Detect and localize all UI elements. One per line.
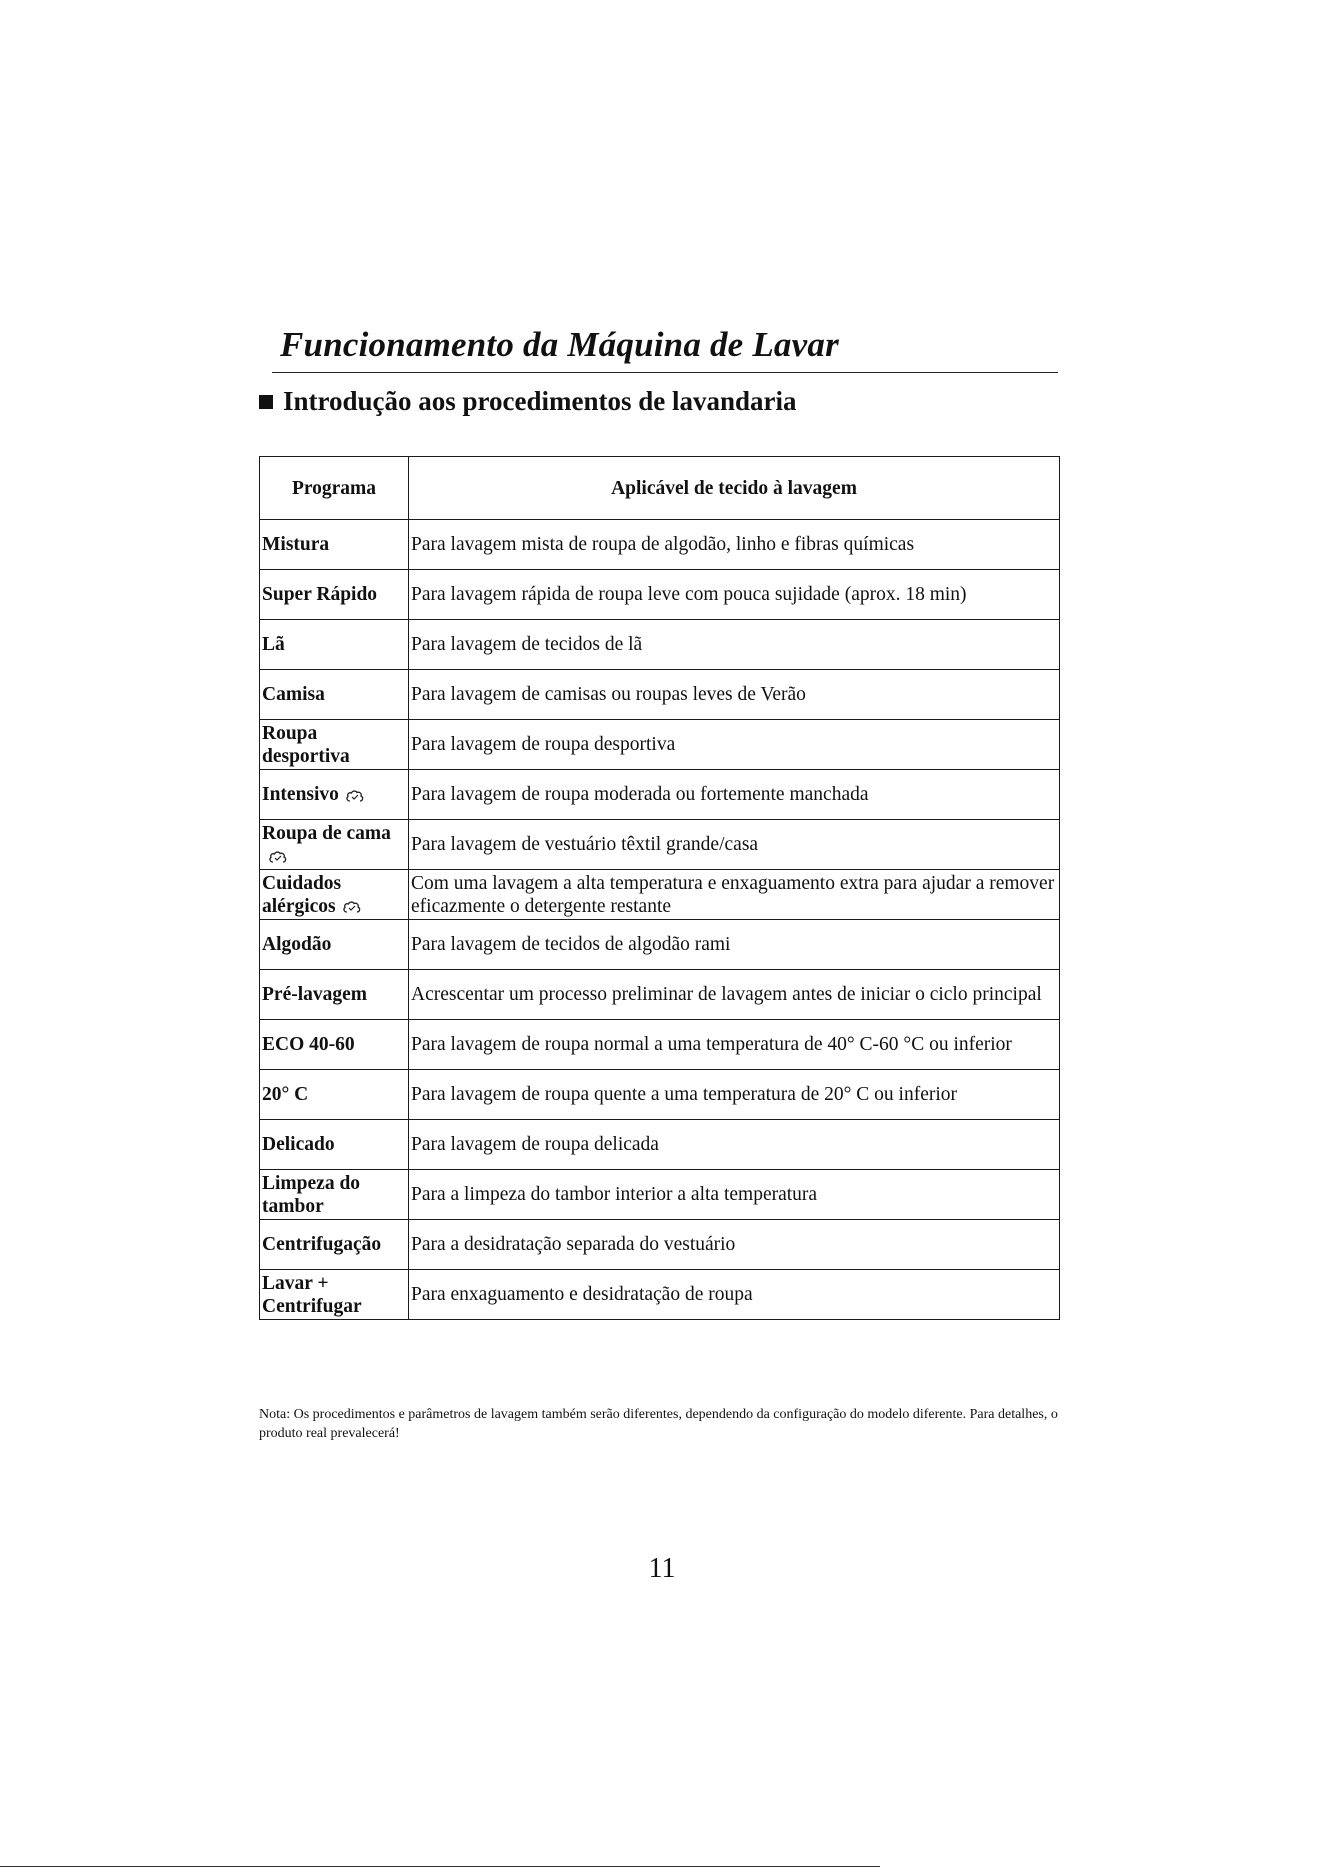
table-row (260, 1270, 1060, 1320)
program-cell (260, 1020, 409, 1070)
steam-icon (268, 848, 288, 866)
table-row (260, 670, 1060, 720)
program-cell (260, 1070, 409, 1120)
program-cell (260, 520, 409, 570)
program-description: Para lavagem de tecidos de algodão rami (409, 920, 1060, 970)
program-description: Para lavagem de vestuário têxtil grande/casa (409, 820, 1060, 870)
program-name: Intensivo (262, 784, 339, 805)
table-row (260, 620, 1060, 670)
program-name: Limpeza do tambor (262, 1172, 361, 1217)
table-row (260, 820, 1060, 870)
program-cell (260, 1120, 409, 1170)
program-cell (260, 970, 409, 1020)
program-description: Para lavagem mista de roupa de algodão, linho e fibras químicas (409, 520, 1060, 570)
table-row (260, 720, 1060, 770)
program-cell (260, 1170, 409, 1220)
title-underline (272, 372, 1058, 373)
program-cell (260, 720, 409, 770)
program-description: Para a desidratação separada do vestuário (409, 1220, 1060, 1270)
program-name: ECO 40-60 (262, 1034, 355, 1055)
table-row (260, 1020, 1060, 1070)
program-cell (260, 920, 409, 970)
program-name: Lã (262, 634, 285, 655)
program-name: Roupa desportiva (262, 722, 350, 767)
program-cell (260, 1270, 409, 1320)
bullet-square-icon (259, 395, 273, 409)
program-cell (260, 620, 409, 670)
program-name: Camisa (262, 684, 325, 705)
program-name: Super Rápido (262, 584, 378, 605)
table-row (260, 770, 1060, 820)
program-description: Para lavagem de roupa delicada (409, 1120, 1060, 1170)
program-name: Delicado (262, 1134, 335, 1155)
program-cell (260, 570, 409, 620)
program-description: Para lavagem de camisas ou roupas leves de Verão (409, 670, 1060, 720)
program-name: Mistura (262, 534, 330, 555)
table-row (260, 1070, 1060, 1120)
table-row (260, 520, 1060, 570)
program-description: Para lavagem rápida de roupa leve com pouca sujidade (aprox. 18 min) (409, 570, 1060, 620)
program-name: Centrifugação (262, 1234, 382, 1255)
program-name: Pré-lavagem (262, 984, 368, 1005)
program-description: Para lavagem de tecidos de lã (409, 620, 1060, 670)
program-name: Cuidados alérgicos (262, 872, 342, 917)
program-description: Acrescentar um processo preliminar de lavagem antes de iniciar o ciclo principal (409, 970, 1060, 1020)
footnote: Nota: Os procedimentos e parâmetros de lavagem também serão diferentes, dependendo da configuração do modelo diferente. Para detalhes, o produto real prevalecerá! (259, 1407, 1058, 1441)
program-cell (260, 870, 409, 920)
header-description: Aplicável de tecido à lavagem (409, 457, 1060, 520)
program-cell (260, 1220, 409, 1270)
program-description: Para lavagem de roupa moderada ou fortemente manchada (409, 770, 1060, 820)
table-row (260, 970, 1060, 1020)
table-row (260, 870, 1060, 920)
table-header-row (260, 457, 1060, 520)
program-description: Para lavagem de roupa desportiva (409, 720, 1060, 770)
header-program: Programa (260, 457, 409, 520)
program-name: Algodão (262, 934, 332, 955)
steam-icon (345, 787, 365, 805)
bottom-rule (0, 1866, 880, 1867)
program-name: Lavar + Centrifugar (262, 1272, 362, 1317)
program-description: Com uma lavagem a alta temperatura e enxaguamento extra para ajudar a remover eficazmente o detergente restante (409, 870, 1060, 920)
program-description: Para lavagem de roupa quente a uma temperatura de 20° C ou inferior (409, 1070, 1060, 1120)
program-description: Para a limpeza do tambor interior a alta temperatura (409, 1170, 1060, 1220)
program-name: Roupa de cama (262, 822, 391, 844)
section-heading (259, 386, 797, 417)
program-name: 20° C (262, 1084, 309, 1105)
programs-table (259, 456, 1060, 1320)
steam-icon (342, 898, 362, 916)
program-cell (260, 770, 409, 820)
page-number: 11 (648, 1553, 676, 1584)
program-description: Para enxaguamento e desidratação de roupa (409, 1270, 1060, 1320)
table-row (260, 1120, 1060, 1170)
table-body (260, 520, 1060, 1320)
program-cell (260, 820, 409, 870)
table-row (260, 570, 1060, 620)
page-title: Funcionamento da Máquina de Lavar (280, 325, 839, 364)
table-row (260, 1220, 1060, 1270)
program-cell (260, 670, 409, 720)
section-heading-text: Introdução aos procedimentos de lavandaria (283, 386, 797, 416)
program-description: Para lavagem de roupa normal a uma temperatura de 40° C-60 °C ou inferior (409, 1020, 1060, 1070)
table-row (260, 920, 1060, 970)
table-row (260, 1170, 1060, 1220)
